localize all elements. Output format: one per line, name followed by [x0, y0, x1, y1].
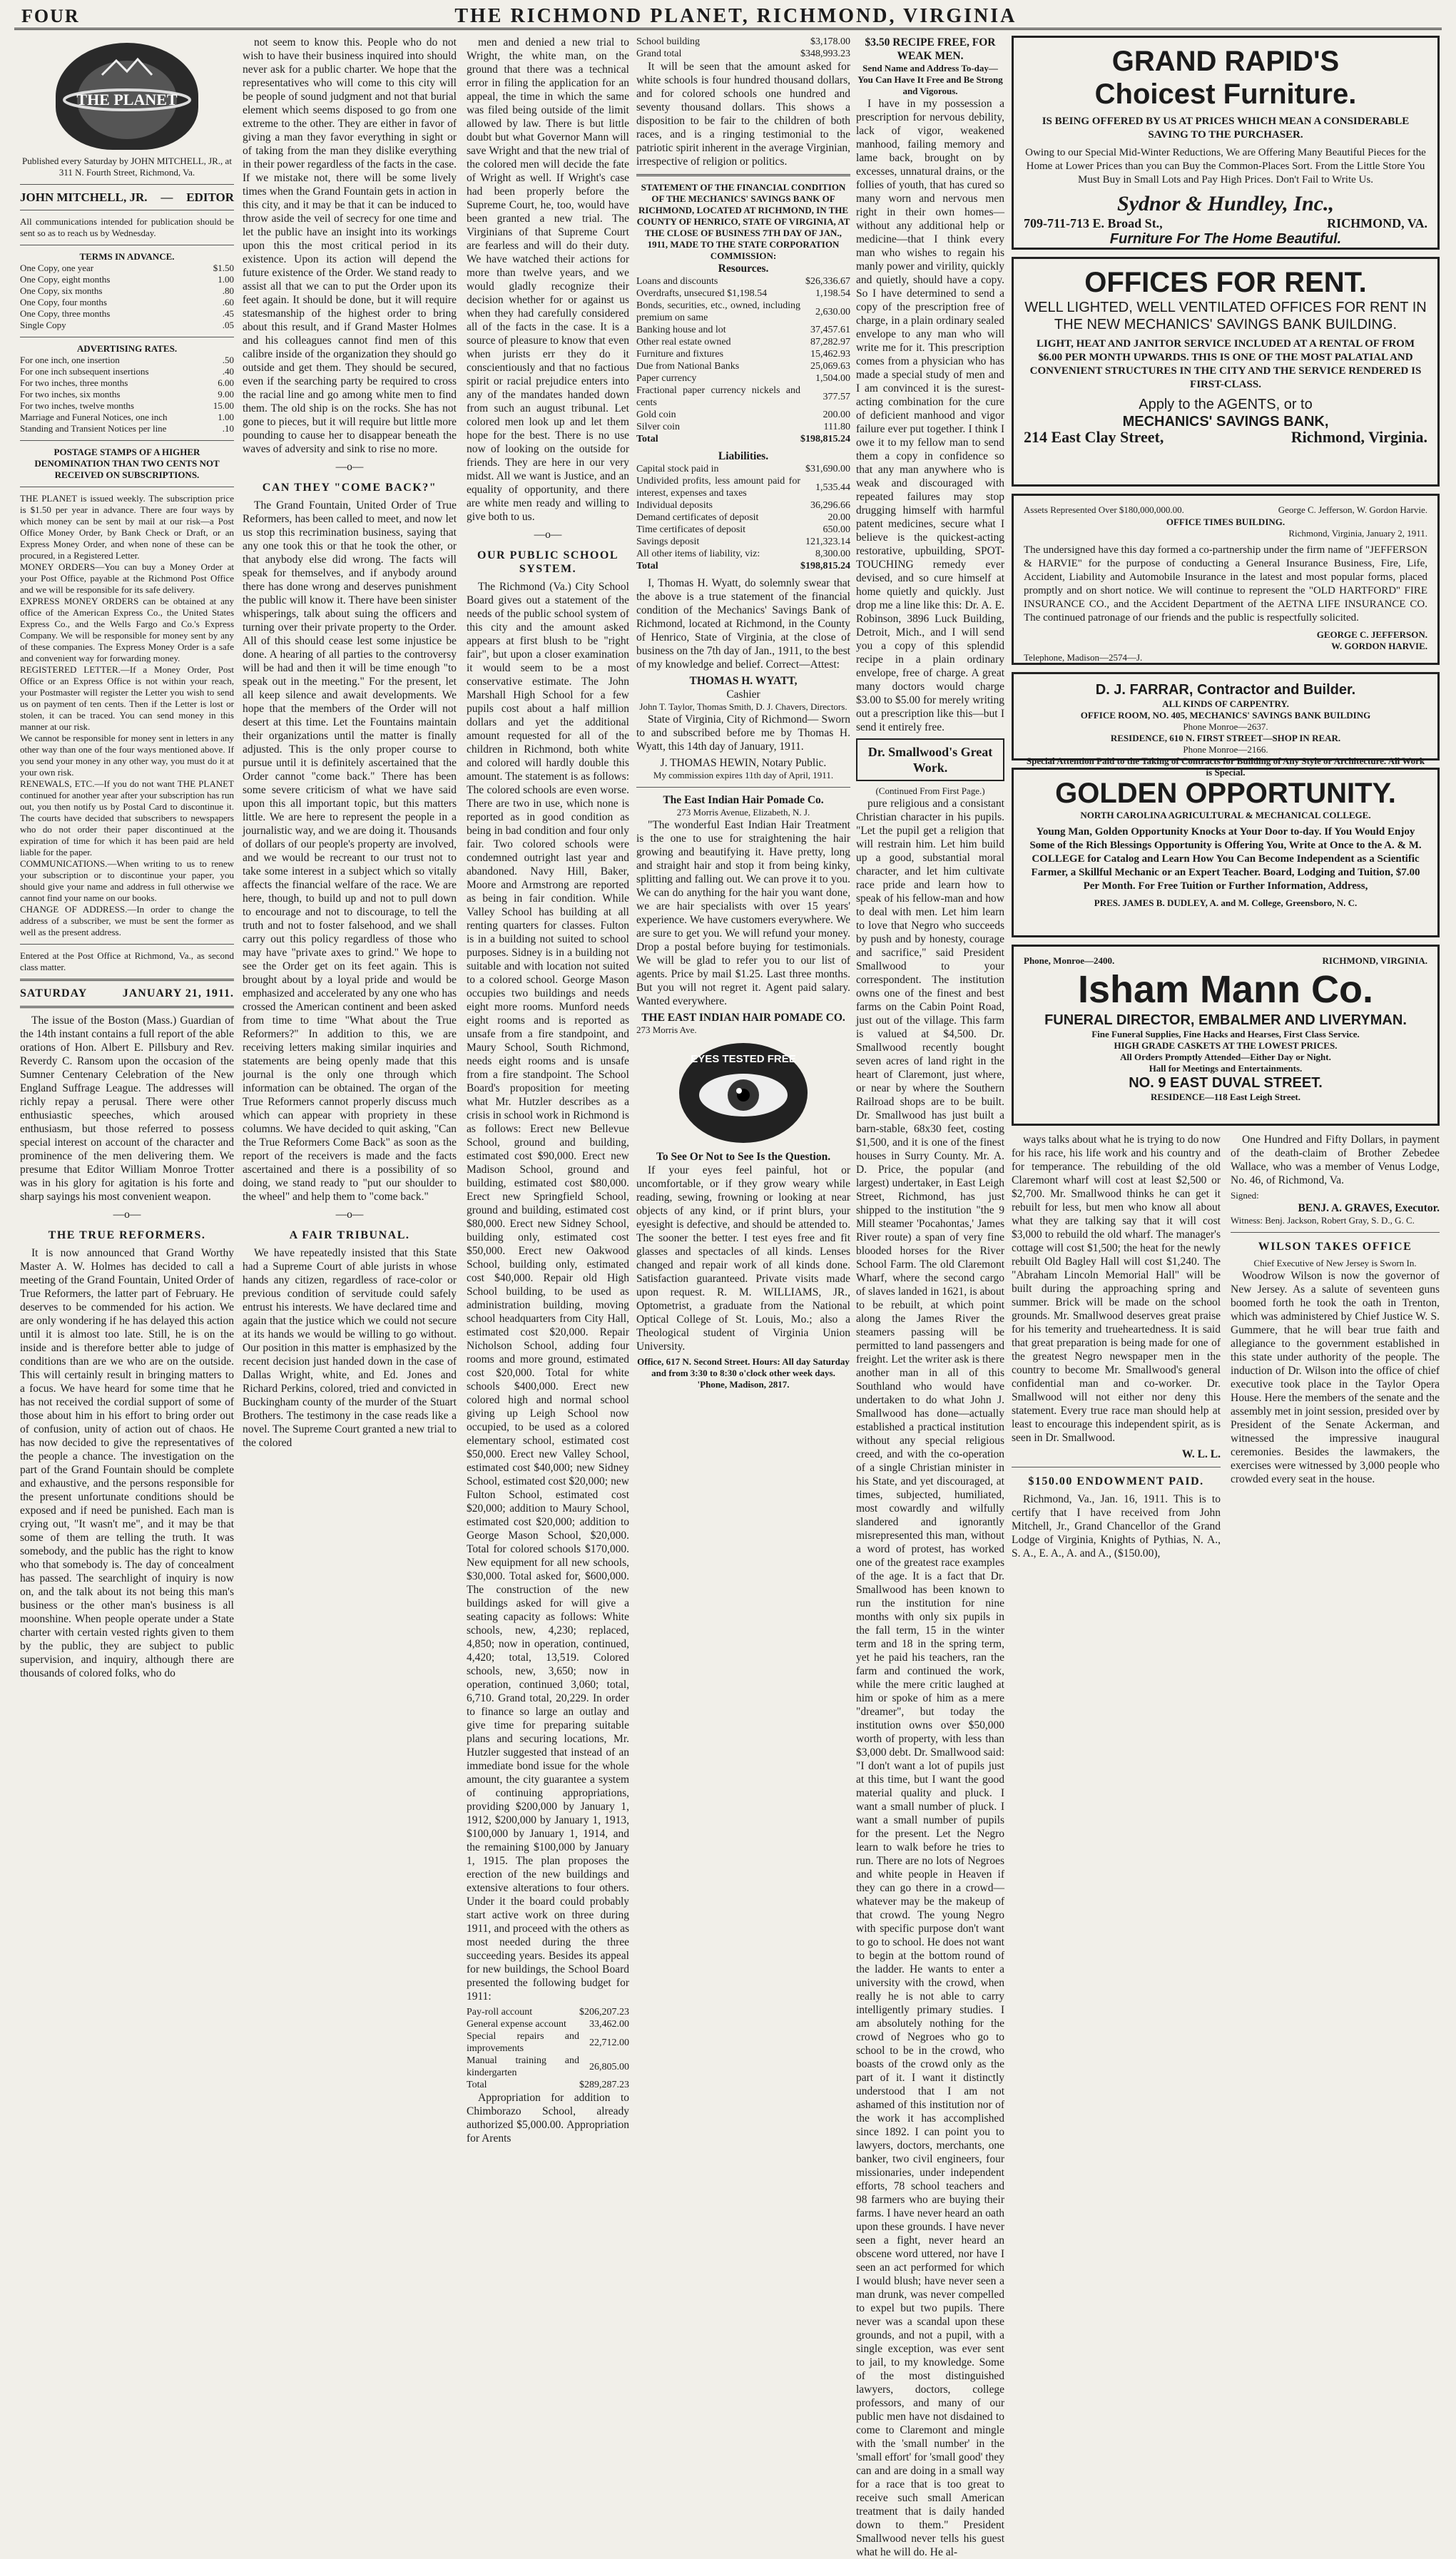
ad-text: Young Man, Golden Opportunity Knocks at Your Door to-day. If You Would Enjoy Some of the Rich Blessings Opportunity is Offering You, Write at Once to the A. & M. COLLEGE for Catalog and Learn How You Can Become Independent as a Scientific Farmer, a Skillful Mechanic or an Expert Teacher. Board, Lodging and Tuition, $7.00 Per Month. For Free Tuition or Further Information, Address, [1029, 826, 1422, 892]
ad-text: Owing to our Special Mid-Winter Reductions, We are Offering Many Beautiful Pieces for the Home at Lower Prices than you can Buy the Common-Places Sort. From the Little Store You Must Buy in Small Lots and Pay High Prices. Don't Fail to Write Us. [1025, 147, 1426, 185]
ad-address: 214 East Clay Street, Richmond, Virginia. [1024, 428, 1427, 446]
page-number: FOUR [21, 5, 80, 26]
directors: John T. Taylor, Thomas Smith, D. J. Chavers, Directors. [639, 701, 847, 712]
liabilities-table [636, 463, 850, 572]
smallwood-text: pure religious and a consistant Christian character in his pupils. "Let the pupil get a religion that will restrain him. Let him build up a good, substantial moral character, and let him cultivate race pride and learn how to speak of his fellow-man and how to deal with men. Let him learn to love that Negro who succeeds by push and by honesty, courage and sacrifice," said President Smallwood to your correspondent. The institution owns one of the finest and best farms on the Cabin Point Road, just out of the village. This farm is valued at $4,500. Dr. Smallwood recently bought seven acres of land right in the heart of Claremont, just where, or near by where the Southern Railroad shops are to be built. Dr. Smallwood has just built a barn-stable, 68x30 feet, costing $1,500, and it is one of the finest houses in Surry County. Mr. A. D. Price, the popular (and largest) undertaker, in East Leigh Street, Richmond, has just shipped to the institution "the 9 Mill steamer 'Pocahontas,' James River route) a span of very fine blooded horses for the River School Farm. The old Claremont Wharf, where the second cargo of slaves landed in 1621, is about to be rebuilt, at which point along the James River the steamers passing will be permitted to land passengers and freight. Let the writer ask is there another man in all of this Southland who would have undertaken to do what John J. Smallwood has done—actually established a practical institution without any special religious creed, and with the co-operation of a single Christian minister in his State, and yet discouraged, at times, subjected, humiliated, most cowardly and wilfully slandered and ignorantly misrepresented this man, without a word of protest, has worked one of the greatest race examples of the age. It is a fact that Dr. Smallwood has been known to run the institution for nine months with only six pupils in the fall term, 15 in the winter term and 18 in the spring term, yet he paid his teachers, ran the farm and continued the work, while the mere critic laughed at him or spoke of him as a mere "dreamer", but today the institution owns over $50,000 worth of property, with less than $3,000 debt. Dr. Smallwood said: "I don't want a lot of pupils just at this time, but I want the good material quality and pluck. I want a small number of pluck. I want a small number of pupils for the present. Let the Negro learn to walk before he tries to run. There are no lots of Negroes and white people in Heaven if they can go there in a crowd—whatever may be the makeup of that crowd. The young Negro with specific purpose don't want to go to school. He does not want to begin at the bottom round of the ladder. He wants to enter a university with the crowd, when really he is not able to carry intelligently primary studies. I am absolutely nothing for the crowd of Negroes who go to school to be in the crowd, who boasts of the crowd only as the part of it. I want it distinctly understood that I am not ashamed of this institution nor of the work it has accomplished since 1892. I can point you to lawyers, doctors, merchants, one banker, two civil engineers, four missionaries, under independent efforts, 78 school teachers and 98 farmers who are buying their farms. I have never heard an oath upon these grounds. I have never seen a fight, never heard an obscene word uttered, nor have I seen an act performed for which I would blush; have never seen a man drunk, was never compelled to expel but two pupils. There never was a scandal upon these grounds, and not a pupil, with a single exception, was ever sent to jail, to my knowledge. Some of the most distinguished lawyers, doctors, college professors, and many of our public men have not disdained to come to Claremont and mingle with the 'small number' in the 'small effort' for 'small good' they can and are doing in a small way for a race that is too great to receive such small American treatment that is daily handed down to them." President Smallwood never tells his guest what he will do. He al- [856, 798, 1004, 2558]
table-row: Marriage and Funeral Notices, one inch 1.00 [20, 412, 234, 422]
ad-signature: Sydnor & Hundley, Inc., [1117, 192, 1334, 215]
endowment-text-cont: One Hundred and Fifty Dollars, in payment of the death-claim of Brother Zebedee Wallace, who was a member of Venus Lodge, No. 46, of Richmond, Va. [1231, 1134, 1440, 1186]
recipe-text: I have in my possession a prescription for nervous debility, lack of vigor, weakened manhood, failing memory and lame back, brought on by excesses, unnatural drains, or the follies of youth, that has cured so many worn and nervous men right in their own homes—without any additional help or medicine—that I think every man who wishes to regain his manly power and virility, quickly and quietly, should have a copy. So I have determined to send a copy of the prescription free of charge, in a plain ordinary sealed envelope to any man who will write me for it. This prescription comes from a physician who has made a special study of men and I am convinced it is the surest-acting combination for the cure of deficient manhood and vigor failure ever put together. I think I owe it to my fellow man to send them a copy in confidence so that any man anywhere who is weak and discouraged with repeated failures may stop drugging himself with harmful patent medicines, secure what I believe is the quickest-acting restorative, upbuilding, SPOT-TOUCHING remedy ever devised, and so cure himself at home quietly and quickly. Just drop me a line like this: Dr. A. E. Robinson, 3896 Luck Building, Detroit, Mich., and I will send you a copy of this splendid recipe in a plain ordinary envelope, free of charge. A great many doctors would charge $3.00 to $5.00 for merely writing out a prescription like this—but I send it entirely free. [856, 98, 1004, 733]
wilson-text: Woodrow Wilson is now the governor of New Jersey. As a salute of seventeen guns boomed forth he took the oath in Trenton, which was administered by Chief Justice W. S. Gummere, that he will bear true faith and allegiance to the government established in this state under authority of the people. The induction of Dr. Wilson into the office of chief executive took place in the Taylor Opera House. Here the members of the senate and the assembly met in joint session, presided over by President of the Senate Ackerman, and witnessed the impressive inaugural ceremonies. Besides the lawmakers, the exercises were witnessed by 3,000 people who crowded every seat in the house. [1231, 1270, 1440, 1485]
dateline: SATURDAY JANUARY 21, 1911. [20, 987, 234, 999]
article-fair-tribunal: We have repeatedly insisted that this State had a Supreme Court of able jurists in whose hands any citizen, regardless of race-color or previous condition of servitude could safely entrust his interests. We have declared time and again that the justice which we could not secure at its hands we would be willing to go without. Our position in this matter is emphasized by the recent decision just handed down in the case of Dallas Wright, white, and Ed. Jones and Richard Perkins, colored, tried and convicted in Buckingham county of the murder of the Stuart Brothers. The testimony in the case reads like a novel. The Supreme Court granted a new trial to the colored [243, 1247, 457, 1449]
ad-apply: Apply to the AGENTS, or to [1139, 397, 1313, 412]
table-row: Total $198,815.24 [636, 434, 850, 444]
eye-advert-image [679, 1043, 808, 1143]
table-row: For two inches, twelve months 15.00 [20, 400, 234, 411]
ad-subtitle: IS BEING OFFERED BY US AT PRICES WHICH MEAN A CONSIDERABLE SAVING TO THE PURCHASER. [1042, 116, 1410, 141]
terms-table [20, 263, 234, 331]
table-row: Individual deposits 36,296.66 [636, 500, 850, 511]
ad-text: The undersigned have this day formed a co-partnership under the firm name of "JEFFERSON & HARVIE" for the purpose of conducting a General Insurance Business, Fire, Life, Accident, Liability and Automobile Insurance in the latest and most popular forms, placed promptly and on short notice. We will continue to represent the "OLD HARTFORD" FIRE INSURANCE CO., and the Accident Department of the AETNA LIFE INSURANCE CO. The continued patronage of our friends and the public is respectfully solicited. [1024, 544, 1427, 624]
ad-tagline: Furniture For The Home Beautiful. [1109, 231, 1342, 247]
wilson-subheading: Chief Executive of New Jersey is Sworn In. [1253, 1258, 1417, 1268]
svg-text:EYES TESTED FREE: EYES TESTED FREE [691, 1053, 796, 1065]
table-row: For one inch, one insertion .50 [20, 355, 234, 365]
advertising-heading: ADVERTISING RATES. [76, 343, 178, 354]
table-row: Undivided profits, less amount paid for interest, expenses and taxes 1,535.44 [636, 476, 850, 499]
ad-office: OFFICE TIMES BUILDING. [1166, 517, 1286, 527]
notice-money-orders: MONEY ORDERS—You can buy a Money Order at your Post Office, payable at the Richmond Post Office and we will be responsible for its safe delivery. [20, 561, 234, 595]
ad-title: Choicest Furniture. [1094, 78, 1357, 110]
pomade-heading: The East Indian Hair Pomade Co. [663, 794, 824, 806]
table-row: Due from National Banks 25,069.63 [636, 361, 850, 372]
lower-right: One Hundred and Fifty Dollars, in payment of the death-claim of Brother Zebedee Wallace, who was a member of Venus Lodge, No. 46, of Richmond, Va. Signed: BENJ. A. GRAVES, Executor. Witness: Benj. Jackson, Robert Gray, S. D., G. C. WILSON TAKES OFFICE Chief Executive of New Jersey is Sworn In. Woodrow Wilson is now the governor of New Jersey. As a salute of seventeen guns boomed forth he took the oath in Trenton, which was administered by Chief Justice W. S. Gummere, that he will bear true faith and allegiance to the government established in this state under authority of the people. The induction of Dr. Wilson into the office of chief executive took place in the Taylor Opera House. Here the members of the senate and the assembly met in joint session, presided over by President of the Senate Ackerman, and witnessed the impressive inaugural ceremonies. Besides the lawmakers, the exercises were witnessed by 3,000 people who crowded every seat in the house. [1231, 1134, 1440, 1485]
pomade-address: 273 Morris Avenue, Elizabeth, N. J. [676, 807, 810, 818]
heading-public-school: OUR PUBLIC SCHOOL SYSTEM. [477, 549, 618, 575]
article-true-reformers: It is now announced that Grand Worthy Master A. W. Holmes has decided to call a meeting of the Grand Fountain, United Order of True Reformers, the latter part of February. He deserves to be commended for his action. We are only wondering if he has delayed this action until it is almost too late. Still, he is on the inside and is therefore better able to judge of conditions than are we who are on the outside. This will certainly result in bringing matters to a focus. We have heard for some time that he has not received the cordial support of some of those about him in his effort to bring order out of confusion, unity of action out of chaos. He has now decided to give the representatives of the people a chance. The investigation on the part of the Grand Fountain should be complete and exhaustive, and the persons responsible for the present unfortunate conditions should be exposed and if need be punished. Each man is crying out, "It wasn't me", and it may be that some of them are telling the truth. It was somebody, and the public has the right to know who that somebody is. The day of concealment has passed. The searchlight of inquiry is now on, and the talk about its not being this man's business or the other man's business is all moonshine. When people operate under a State charter with certain vested rights given to them by the public, they are subject to public supervision, and inquiry, although there are thousands of colored folks, who do [20, 1247, 234, 1679]
ad-signature: W. GORDON HARVIE. [1331, 641, 1427, 651]
column-3: men and denied a new trial to Wright, the white man, on the ground that there was a technical error in filing the application for an appeal, the time in which the same was filed being outside of the limit allowed by law. There is but little doubt but what Governor Mann will save Wright and that the new trial of the colored men will decide the fate of Wright as well. If Wright's case had been properly before the Supreme Court, he, too, would have been granted a new trial. The Virginians of that Supreme Court are fearless and will do their duty. We have watched their actions for more than twelve years, and we would gladly recognize their decision whether for or against us when they had carefully considered all of the facts in the case. It is a source of pleasure to know that even when jurists err they do it conscientiously and that no factious spirit or racial prejudice enters into any of the mandates handed down from such an august tribunal. Let colored men look up and let them hope for the best. There is no use now of looking on the outside for friends. They are here in our very midst. All we want is Justice, and an equality of opportunity, and there are white men ready and willing to give both to us. —o— OUR PUBLIC SCHOOL SYSTEM. The Richmond (Va.) City School Board gives out a statement of the needs of the public school system of this city and the amount asked appears at first blush to be "right fair", but upon a closer examination it would seem to be a most conservative estimate. The John Marshall High School for a few pupils cost about a half million dollars and yet the additional amount requested for all of the children in Richmond, both white and colored will hardly double this amount. The statement is as follows: The colored schools are even worse. There are two in use, which none is reported as in good condition as being in bad condition and four only fair. Two colored schools were condemned outright last year and abandoned. Navy Hill, Baker, Moore and Armstrong are reported as being in fair condition. While Valley School has building at all renting quarters for classes. Fulton is in a building not suited to school purposes. Sidney is in a building not suitable and with location not suited to a colored school. George Mason occupies two buildings and needs eight more rooms. Munford needs eight rooms and is reported as unsafe from a fire standpoint, and Maury School, South Richmond, needs eight rooms and is unsafe from a fire standpoint. The School Board's proposition for meeting what Mr. Hutzler describes as a crisis in school work in Richmond is as follows: Erect new Bellevue School, ground and building, estimated cost $90,000. Erect new Madison School, ground and building, estimated cost $80,000. Erect new Springfield School, ground and building, estimated cost $80,000. Erect new Sidney School, building only, estimated cost $50,000. Erect new Oakwood School, building only, estimated cost $40,000. Repair old High School building, to be used as administration building, moving school headquarters from City Hall, estimated cost $20,000. Repair Nicholson School, adding four rooms and more ground, estimated cost $20,000. Total for white schools $400,000. Erect new colored high and normal school giving up Leigh School now occupied, to be used as a colored elementary school, estimated cost $50,000. Erect new Valley School, estimated cost $40,000; new Sidney School, estimated cost $20,000; new Fulton School, estimated cost $20,000; addition to Maury School, estimated cost $20,000; addition to George Mason School, $20,000. Total for colored schools $170,000. New equipment for all new schools, $30,000. Total asked for, $600,000. The construction of the new buildings asked for will give a seating capacity as follows: White schools, new, 4,230; replaced, 4,850; now in operation, continued, 4,420; total, 13,519. Colored schools, new, 3,650; now in operation, continued 3,060; total, 6,710. Grand total, 20,229. In order to finance so large an outlay and give time for preparing suitable plans and securing locations, Mr. Hutzler suggested that instead of an immediate bond issue for the whole amount, the city guarantee a system of continuing appropriations, providing $200,000 by January 1, 1912, $200,000 by January 1, 1913, $100,000 by January 1, 1914, and the remaining $100,000 by January 1, 1915. The plan proposes the erection of the new buildings and extensive alterations to four others. Under it the board could probably start active work on three during 1911, and proceed with the others as most needed during the three succeeding years. Besides its appeal for new buildings, the School Board presented the following budget for 1911: Pay-roll account $206,207.23 General expense account 33,462.00 Special repairs and improvements 22,712.00 Manual training and kindergarten 26,805.00 Total $289,287.23 Appropriation for addition to Chimborazo School, already authorized $5,000.00. Appropriation for Arents [467, 36, 629, 2145]
smallwood-subheading: (Continued From First Page.) [875, 785, 985, 796]
pomade-signature-address: 273 Morris Ave. [636, 1024, 697, 1035]
commission-expiry: My commission expires 11th day of April, 1911. [653, 770, 834, 780]
notice-registered: REGISTERED LETTER.—If a Money Order, Post Office or an Express Office is not within your reach, your Postmaster will register the Letter you wish to send us on payment of ten cents. Then if the Letter is lost or stolen, it can be traced. You can send money in this manner at our risk. [20, 664, 234, 732]
table-row: One Copy, eight months 1.00 [20, 274, 234, 285]
notice-express: EXPRESS MONEY ORDERS can be obtained at any office of the American Express Co., the United States Express Co., and the Wells Fargo and Co.'s Express Company. We will be responsible for money sent by any of these companies. The Express Money Order is a safe and convenient way for forwarding money. [20, 596, 234, 663]
signed-name: BENJ. A. GRAVES, Executor. [1298, 1202, 1440, 1214]
eye-office: Office, 617 N. Second Street. Hours: All day Saturday and from 3:30 to 8:30 o'clock other week days. 'Phone, Madison, 2817. [637, 1356, 850, 1390]
table-row: One Copy, six months .80 [20, 285, 234, 296]
table-row: For one inch subsequent insertions .40 [20, 366, 234, 377]
table-row: Total $289,287.23 [467, 2080, 629, 2090]
liabilities-heading: Liabilities. [718, 450, 769, 462]
recipe-heading: $3.50 RECIPE FREE, FOR WEAK MEN. [865, 36, 996, 62]
table-row: Other real estate owned 87,282.97 [636, 337, 850, 347]
ad-header-row: Assets Represented Over $180,000,000.00. George C. Jefferson, W. Gordon Harvie. [1024, 504, 1427, 515]
smallwood-conclusion: ways talks about what he is trying to do now for his race, his life work and his country and for temperance. The rebuilding of the old Claremont wharf will cost at least $2,500 or $2,700. Mr. Smallwood thinks he can get it rebuilt for less, but men who know all about what they are talking say that it will cost $3,000 to rebuild the old wharf. The manager's cottage will cost $1,500; the heat for the newly rebuilt Old Bagley Hall will cost $1,240. The "Abraham Lincoln Memorial Hall" will be built during the approaching spring and summer. Brick will be made on the school grounds. Mr. Smallwood deserves great praise for his temerity and trueheartedness. It is said that great preparation is being made for one of the greatest Negro newspaper men in the country to become Mr. Smallwood's general confidential man and co-worker. Dr. Smallwood will not either nor deny this statement. Every true race man should help at least to encourage this independent spirit, as is seen in Dr. Smallwood. [1012, 1134, 1221, 1444]
table-row: Grand total $348,993.23 [636, 49, 850, 59]
recipe-subheading: Send Name and Address To-day—You Can Have It Free and Be Strong and Vigorous. [857, 63, 1003, 96]
eye-body: If your eyes feel painful, hot or uncomfortable, or if they grow weary while reading, sewing, frowning or looking at near objects of any kind, or if print blurs, your eyesight is defective, and should be attended to. The sooner the better. I test eyes free and fit glasses and spectacles of all kinds. Lenses changed and repair work of all kinds done. Satisfaction guaranteed. Private visits made upon request. R. M. WILLIAMS, JR., Optometrist, a graduate from the National Optical College of St. Louis, Mo.; also a Theological student of Virginia Union University. [636, 1164, 850, 1353]
planet-logo-icon [59, 46, 195, 146]
ad-phone: Telephone, Madison—2574—J. [1024, 652, 1143, 663]
table-row: Demand certificates of deposit 20.00 [636, 512, 850, 523]
article-true-reformers-cont: not seem to know this. People who do not wish to have their business inquired into should never ask for a public charter. We hope that the representatives who will come to this city will be people of sound judgment and not that burial element which seems disposed to go from one extreme to the other. They are either in favor of giving a man they favor everything in sight or of taking from the man they dislike everything in their power regardless of the facts in the case. If we mistake not, there will be some lively times when the Grand Fountain gets in action in this city, and it may be that it can be induced to throw aside the veil of secrecy for one time and let the public have an insight into its workings upon this the most critical period in its existence. Upon its action will depend the future existence of the Order. We stand ready to assist all that we can to put the Order upon its feet again. It should be done, but it will require statesmanship of the highest order to bring about this result, and if Grand Master Holmes and his colleagues cannot find men of this calibre inside of the organization they should go outside and get them. They should be secured, even if the searching party be required to cross the racial line and go among white men to find them. The old ship is on the rocks. She has not gone to pieces, but it will require but little more pounding to cause her to disappear beneath the waves of adversity and sink to rise no more. [243, 36, 457, 455]
notice-communications: COMMUNICATIONS.—When writing to us to renew your subscription or to discontinue your paper, you should give your name and address in full otherwise we cannot find your name on our books. [20, 858, 234, 903]
notice-renewals: RENEWALS, ETC.—If you do not want THE PLANET continued for another year after your subscription has run out, you then notify us by Postal Card to discontinue it. The courts have decided that subscribers to newspapers who do not order their paper discontinued at the expiration of time for which it has been paid are held liable for the paper. [20, 778, 234, 858]
ad-subtitle: NORTH CAROLINA AGRICULTURAL & MECHANICAL COLLEGE. [1080, 810, 1371, 820]
table-row: Pay-roll account $206,207.23 [467, 2007, 629, 2018]
ad-title: GRAND RAPID'S [1111, 46, 1340, 77]
table-row: General expense account 33,462.00 [467, 2019, 629, 2030]
ad-subtitle: FUNERAL DIRECTOR, EMBALMER AND LIVERYMAN. [1044, 1012, 1407, 1028]
table-row: For two inches, three months 6.00 [20, 377, 234, 388]
ad-title: D. J. FARRAR, Contractor and Builder. [1095, 682, 1356, 698]
table-row: Single Copy .05 [20, 320, 234, 330]
bank-statement-heading: STATEMENT OF THE FINANCIAL CONDITION OF THE MECHANICS' SAVINGS BANK OF RICHMOND, LOCATED AT RICHMOND, IN THE COUNTY OF HENRICO, STATE OF VIRGINIA, AT THE CLOSE OF BUSINESS 7TH DAY OF JAN., 1911, MADE TO THE STATE CORPORATION COMMISSION: [636, 182, 850, 261]
column-2: not seem to know this. People who do not wish to have their business inquired into should never ask for a public charter. We hope that the representatives who will come to this city will be people of sound judgment and not that burial element which seems disposed to go from one extreme to the other. They are either in favor of giving a man they favor everything in sight or of taking from the man they dislike everything in their power regardless of the facts in the case. If we mistake not, there will be some lively times when the Grand Fountain gets in action in this city, and it may be that it can be induced to throw aside the veil of secrecy for one time and let the public have an insight into its workings upon this the most critical period in its existence. Upon its action will depend the future existence of the Order. We stand ready to assist all that we can to put the Order upon its feet again. It should be done, but it will require statesmanship of the highest order to bring about this result, and if Grand Master Holmes and his colleagues cannot find men of this calibre inside of the organization they should go outside and get them. They should be secured, even if the searching party be required to cross the racial line and go among white men to find them. The old ship is on the rocks. She has not gone to pieces, but it will require but little more pounding to cause her to disappear beneath the waves of adversity and sink to rise no more. —o— CAN THEY "COME BACK?" The Grand Fountain, United Order of True Reformers, has been called to meet, and now let us stop this recrimination business, saying that any one took this or that he took the other, or that anybody else did wrong. The facts will speak for themselves, and if anybody around there has done wrong and deserves punishment the public will know it. There have been sinister whisperings, talk about suing the officers and turning over their private property to the Order. All of this should cease lest some injustice be done. A hearing of all parties to the controversy will be had and then it will be time enough "to speak out in the meeting." For the present, let all keep silence and await developments. We hope that the members of the Order will not desert at this time. Let the Fountains maintain their organizations until the matter is finally adjusted. This is the only proper course to pursue until it is definitely ascertained that the Order cannot "come back." There has been some severe criticism of what we have said upon this all important topic, but this matters little. We are here to represent the people in a journalistic way, and we are doing it. Thousands of dollars of our people's property are involved, and we would be recreant to our trust not to take some interest in a subject which so vitally affects the financial welfare of the race. We are here, though, to build up and not to pull down to encourage and not to discourage, to tell the truth and not to foster falsehood, and we shall carry out this policy regardless of those who may have "private axes to grind." We hope to see the Order get on its feet again. This is brought about by a loyal pride and would be emphasized and accelerated by any one who has crossed the American continent and been asked from time to time "What about the True Reformers?" In addition to this, we are receiving letters making similar inquiries and statements are being openly made that this journal is the only one through which information can be obtained. The organ of the True Reformers cannot properly discuss much which can appear with propriety in these columns. We have decided to quit asking, "Can the True Reformers Come Back" as soon as the report of the receivers is made and the facts ascertained and there is a possibility of so doing, we stand ready to "put our shoulder to the wheel" and help them to "come back." —o— A FAIR TRIBUNAL. We have repeatedly insisted that this State had a Supreme Court of able jurists in whose hands any citizen, regardless of race-color or previous condition of servitude could safely entrust his interests. We have declared time and again that the justice which we could not secure at its hands we would be willing to go without. Our position in this matter is emphasized by the recent decision just handed down in the case of Dallas Wright, white, and Ed. Jones and Richard Perkins, colored, tried and convicted in Buckingham county of the murder of the Stuart Brothers. The testimony in the case reads like a novel. The Supreme Court granted a new trial to the colored [243, 36, 457, 1449]
masthead [14, 4, 1442, 30]
cashier-name: THOMAS H. WYATT, [689, 675, 798, 687]
table-row: Manual training and kindergarten 26,805.00 [467, 2055, 629, 2078]
article-public-school: The Richmond (Va.) City School Board gives out a statement of the needs of the public school system of this city and the amount asked appears at first blush to be "right fair", but upon a closer examination it would seem to be a most conservative estimate. The John Marshall High School for a few pupils cost about a half million dollars and yet the additional amount requested for all of the children in Richmond, both white and colored will hardly double this amount. The statement is as follows: The colored schools are even worse. There are two in use, which none is reported as in good condition as being in bad condition and four only fair. Two colored schools were condemned outright last year and abandoned. Navy Hill, Baker, Moore and Armstrong are reported as being in fair condition. While Valley School has building at all renting quarters for classes. Fulton is in a building not suited to school purposes. Sidney is in a building not suitable and with location not suited to a colored school. George Mason occupies two buildings and needs eight more rooms. Munford needs eight rooms and is reported as unsafe from a fire standpoint, and Maury School, South Richmond, needs eight rooms and is unsafe from a fire standpoint. The School Board's proposition for meeting what Mr. Hutzler describes as a crisis in school work in Richmond is as follows: Erect new Bellevue School, ground and building, estimated cost $90,000. Erect new Madison School, ground and building, estimated cost $80,000. Erect new Springfield School, ground and building, estimated cost $80,000. Erect new Sidney School, building only, estimated cost $50,000. Erect new Oakwood School, building only, estimated cost $40,000. Repair old High School building, to be used as administration building, moving school headquarters from City Hall, estimated cost $20,000. Repair Nicholson School, adding four rooms and more ground, estimated cost $20,000. Total for white schools $400,000. Erect new colored high and normal school giving up Leigh School now occupied, to be used as a colored elementary school, estimated cost $50,000. Erect new Valley School, estimated cost $40,000; new Sidney School, estimated cost $20,000; new Fulton School, estimated cost $20,000; addition to Maury School, estimated cost $20,000; addition to George Mason School, $20,000. Total for colored schools $170,000. New equipment for all new schools, $30,000. Total asked for, $600,000. The construction of the new buildings asked for will give a seating capacity as follows: White schools, new, 4,230; replaced, 4,850; now in operation, continued, 4,420; total, 13,519. Colored schools, new, 3,650; now in operation, continued 3,060; total, 6,710. Grand total, 20,229. In order to finance so large an outlay and give time for preparing suitable plans and securing locations, Mr. Hutzler suggested that instead of an immediate bond issue for the whole amount, the city guarantee a system of continuing appropriations, providing $200,000 by January 1, 1912, $200,000 by January 1, 1913, $100,000 by January 1, 1914, and the remaining $100,000 by January 1, 1915. The plan proposes the erection of the new buildings and extensive alterations to four others. Under it the board could probably start active work on three during 1911, and proceed with the others as most needed during the three succeeding years. Besides its appeal for new buildings, the School Board presented the following budget for 1911: [467, 581, 629, 2003]
table-row: Bonds, securities, etc., owned, including premium on same 2,630.00 [636, 300, 850, 323]
advertising-table [20, 355, 234, 434]
ad-signature: GEORGE C. JEFFERSON. [1316, 629, 1427, 640]
heading-fair-tribunal: A FAIR TRIBUNAL. [289, 1229, 410, 1241]
notary: J. THOMAS HEWIN, Notary Public. [660, 757, 827, 769]
lower-left [1012, 1133, 1221, 1563]
table-row: One Copy, one year $1.50 [20, 263, 234, 273]
smallwood-heading: Dr. Smallwood's Great Work. [856, 738, 1004, 781]
resources-heading: Resources. [718, 263, 769, 275]
terms-heading: TERMS IN ADVANCE. [79, 251, 175, 262]
table-row: One Copy, three months .45 [20, 308, 234, 319]
column-5 [856, 36, 1004, 2558]
newspaper-title: THE RICHMOND PLANET, RICHMOND, VIRGINIA [454, 4, 1017, 27]
pomade-signature: THE EAST INDIAN HAIR POMADE CO. [641, 1012, 845, 1024]
ad-title: GOLDEN OPPORTUNITY. [1055, 778, 1396, 809]
table-row: Special repairs and improvements 22,712.00 [467, 2031, 629, 2054]
ad-jefferson-harvie [1012, 494, 1440, 665]
witness: Witness: Benj. Jackson, Robert Gray, S. D., G. C. [1231, 1215, 1415, 1226]
ad-grand-rapids [1012, 36, 1440, 250]
ad-title: Isham Mann Co. [1077, 968, 1374, 1011]
planet-logo [56, 43, 198, 150]
ad-isham-mann: Phone, Monroe—2400. RICHMOND, VIRGINIA. Isham Mann Co. FUNERAL DIRECTOR, EMBALMER AND LIVERYMAN. Fine Funeral Supplies, Fine Hacks and Hearses, First Class Service. HIGH GRADE CASKETS AT THE LOWEST PRICES. All Orders Promptly Attended—Either Day or Night. Hall for Meetings and Entertainments. NO. 9 EAST DUVAL STREET. RESIDENCE—118 East Leigh Street. [1012, 945, 1440, 1126]
lower-articles [1012, 1133, 1440, 1563]
ad-golden-opportunity [1012, 768, 1440, 937]
table-row: Total $198,815.24 [636, 561, 850, 571]
cashier-title: Cashier [726, 688, 760, 701]
ad-title: OFFICES FOR RENT. [1084, 267, 1367, 298]
table-row: Fractional paper currency nickels and cents 377.57 [636, 385, 850, 408]
notice-change-address: CHANGE OF ADDRESS.—In order to change the address of a subscriber, we must be sent the former as well as the present address. [20, 904, 234, 937]
publisher-line: Published every Saturday by JOHN MITCHELL, JR., at 311 N. Fourth Street, Richmond, Va. [22, 156, 232, 178]
column-1: THE PLANET Published every Saturday by JOHN MITCHELL, JR., at 311 N. Fourth Street, Richmond, Va. JOHN MITCHELL, JR. — EDITOR All communications intended for publication should be sent so as to reach us by Wednesday. TERMS IN ADVANCE. One Copy, one year $1.50 One Copy, eight months 1.00 One Copy, six months .80 One Copy, four months .60 One Copy, three months .45 Single Copy .05 ADVERTISING RATES. For one inch, one insertion .50 For one inch subsequent insertions .40 For two inches, three months 6.00 For two inches, six months 9.00 For two inches, twelve months 15.00 Marriage and Funeral Notices, one inch 1.00 Standing and Transient Notices per line .10 POSTAGE STAMPS OF A HIGHER DENOMINATION THAN TWO CENTS NOT RECEIVED ON SUBSCRIPTIONS. THE PLANET is issued weekly. The subscription price is $1.50 per year in advance. There are four ways by which money can be sent by mail at our risk—a Post Office Money Order, by Bank Check or Draft, or an Express Money Order, and when none of these can be procured, in a Registered Letter. MONEY ORDERS—You can buy a Money Order at your Post Office, payable at the Richmond Post Office and we will be responsible for its safe delivery. EXPRESS MONEY ORDERS can be obtained at any office of the American Express Co., the United States Express Co., and the Wells Fargo and Co.'s Express Company. We will be responsible for money sent by any of these companies. The Express Money Order is a safe and convenient way for forwarding money. REGISTERED LETTER.—If a Money Order, Post Office or an Express Office is not within your reach, your Postmaster will register the Letter you wish to send us on payment of ten cents. Then if the Letter is lost or stolen, it can be traced. You can send money in this manner at our risk. We cannot be responsible for money sent in letters in any other way than one of the four ways mentioned above. If you send your money in any other way, you must do it at your own risk. RENEWALS, ETC.—If you do not want THE PLANET continued for another year after your subscription has run out, you then notify us by Postal Card to discontinue it. The courts have decided that subscribers to newspapers who do not order their paper discontinued at the expiration of time for which it has been paid are held liable for the paper. COMMUNICATIONS.—When writing to us to renew your subscription or to discontinue your paper, you should give your name and address in full otherwise we cannot find your name on our books. CHANGE OF ADDRESS.—In order to change the address of a subscriber, we must be sent the former as well as the present address. Entered at the Post Office at Richmond, Va., as second class matter. SATURDAY JANUARY 21, 1911. The issue of the Boston (Mass.) Guardian of the 14th instant contains a full report of the able orations of Hon. Albert E. Pillsbury and Rev. Reverdy C. Ransom upon the occasion of the Sumner Centenary Celebration of the New England Suffrage League. The addresses will richly repay a perusal. There were other enthusiastic speeches, which aroused enthusiasm, but those referred to possess special interest on account of the character and prominence of the men delivering them. We presume that Editor William Monroe Trotter was in his glory for agitation is his forte and sharp sayings his most convenient weapon. —o— THE TRUE REFORMERS. It is now announced that Grand Worthy Master A. W. Holmes has decided to call a meeting of the Grand Fountain, United Order of True Reformers, the latter part of February. He deserves to be commended for his action. We are only wondering if he has delayed this action until it is almost too late. Still, he is on the inside and is therefore better able to judge of conditions than are we who are on the outside. This will certainly result in bringing matters to a focus. We have heard for some time that he has not received the cordial support of some of those about him in his effort to bring order out of confusion, unity of action out of chaos. He has now decided to give the representatives of the people a chance. The investigation on the part of the Grand Fountain should be complete and exhaustive, and the persons responsible for the present unfortunate conditions should be exposed and if need be punished. Each man is crying out, "It wasn't me", and it may be that some of them are telling the truth. It was somebody, and the public has the right to know who that somebody is. The day of concealment has passed. The searchlight of inquiry is now on, and the talk about its not being this man's business or the other man's business is all moonshine. When people operate under a State charter with certain vested rights given to them by the public, they are subject to public supervision, and inquiry, although there are thousands of colored folks, who do [20, 36, 234, 1883]
endowment-text: Richmond, Va., Jan. 16, 1911. This is to certify that I have received from John Mitchell, Jr., Grand Chancellor of the Grand Lodge of Virginia, Knights of Pythias, N. A., S. A., E. A., A. and A., ($150.00), [1012, 1493, 1221, 1560]
editor-line: JOHN MITCHELL, JR. — EDITOR [20, 190, 234, 204]
table-row: Furniture and fixtures 15,462.93 [636, 349, 850, 360]
table-row: Time certificates of deposit 650.00 [636, 524, 850, 535]
ad-offices-for-rent [1012, 257, 1440, 487]
school-total-table [636, 36, 850, 60]
heading-endowment: $150.00 ENDOWMENT PAID. [1028, 1475, 1204, 1487]
ad-signature: PRES. JAMES B. DUDLEY, A. and M. College, Greensboro, N. C. [1094, 897, 1358, 908]
ad-header-row: Phone, Monroe—2400. RICHMOND, VIRGINIA. [1024, 955, 1427, 966]
table-row: Silver coin 111.80 [636, 422, 850, 432]
ad-farrar: D. J. FARRAR, Contractor and Builder. ALL KINDS OF CARPENTRY. OFFICE ROOM, NO. 405, MECHANICS' SAVINGS BANK BUILDING Phone Monroe—2637. RESIDENCE, 610 N. FIRST STREET—SHOP IN REAR. Phone Monroe—2166. Special Attention Paid to the Taking of Contracts for Building of Any Style or Architecture. All Work is Special. [1012, 672, 1440, 760]
sworn-statement: State of Virginia, City of Richmond— Sworn to and subscribed before me by Thomas H. Wyatt, this 14th day of January, 1911. [636, 713, 850, 753]
table-row: Standing and Transient Notices per line .10 [20, 423, 234, 434]
eye-icon [683, 1047, 804, 1139]
resources-table [636, 275, 850, 445]
entered-note: Entered at the Post Office at Richmond, Va., as second class matter. [20, 950, 234, 972]
table-row: Banking house and lot 37,457.61 [636, 325, 850, 335]
ad-text: LIGHT, HEAT AND JANITOR SERVICE INCLUDED AT A RENTAL OF FROM $6.00 PER MONTH UPWARDS. THIS IS ONE OF THE MOST PALATIAL AND CONVENIENT STRUCTURES IN THE CITY AND THE SERVICE RENDERED IS FIRST-CLASS. [1029, 338, 1422, 390]
postage-note: POSTAGE STAMPS OF A HIGHER DENOMINATION THAN TWO CENTS NOT RECEIVED ON SUBSCRIPTIONS. [34, 447, 220, 480]
notice-subscription: THE PLANET is issued weekly. The subscription price is $1.50 per year in advance. There are four ways by which money can be sent by mail at our risk—a Post Office Money Order, by Bank Check or Draft, or an Express Money Order, and when none of these can be procured, in a Registered Letter. [20, 493, 234, 561]
editor-name: JOHN MITCHELL, JR. [20, 190, 148, 204]
heading-true-reformers: THE TRUE REFORMERS. [48, 1229, 206, 1241]
table-row: School building $3,178.00 [636, 36, 850, 47]
article-fair-tribunal-cont: men and denied a new trial to Wright, the white man, on the ground that there was a technical error in filing the application for an appeal, the time in which the same was filed being outside of the limit allowed by law. There is but little doubt but what Governor Mann will save Wright and that the new trial of the colored men will decide the fate of Wright as well. If Wright's case had been properly before the Supreme Court, he, too, would have been granted a new trial. The Virginians of that Supreme Court are fearless and will do their duty. We have watched their actions for more than twelve years, and we would gladly recognize their decision whether for or against us when they had carefully considered all of the facts in the case. It is a source of pleasure to know that even when jurists err they do it conscientiously and that no factious spirit or racial prejudice enters into any of the mandates handed down from such an august tribunal. Let colored men look up and let them hope for the best. There is no use now of looking on the outside for friends. They are here in our very midst. All we want is Justice, and an equality of opportunity, and there are white men ready and willing to give both to us. [467, 36, 629, 523]
heading-wilson: WILSON TAKES OFFICE [1258, 1241, 1412, 1253]
ad-date: Richmond, Virginia, January 2, 1911. [1288, 528, 1427, 539]
heading-come-back: CAN THEY "COME BACK?" [262, 482, 437, 494]
notice-responsibility: We cannot be responsible for money sent in letters in any other way than one of the four ways mentioned above. If you send your money in any other way, you must do it at your own risk. [20, 733, 234, 778]
svg-text:THE PLANET: THE PLANET [76, 91, 178, 108]
table-row: Loans and discounts $26,336.67 [636, 276, 850, 287]
article-public-school-end: Appropriation for addition to Chimborazo School, already authorized $5,000.00. Appropriation for Arents [467, 2092, 629, 2145]
cashier-oath: I, Thomas H. Wyatt, do solemnly swear that the above is a true statement of the financial condition of the Mechanics' Savings Bank of Richmond, located at Richmond, in the County of Henrico, State of Virginia, at the close of business on the 7th day of Jan., 1911, to the best of my knowledge and belief. Correct—Attest: [636, 577, 850, 671]
editor-title: EDITOR [186, 190, 234, 204]
table-row: All other items of liability, viz: 8,300.00 [636, 549, 850, 559]
column-6-ads [1012, 36, 1440, 1883]
ad-subtitle: WELL LIGHTED, WELL VENTILATED OFFICES FOR RENT IN THE NEW MECHANICS' SAVINGS BANK BUILDING. [1024, 300, 1427, 332]
ad-bank: MECHANICS' SAVINGS BANK, [1122, 414, 1329, 429]
article-school-summary: It will be seen that the amount asked for white schools is four hundred thousand dollars, and for colored schools one hundred and seventy thousand dollars. This shows a disposition to be fair to the children of both races, and is a ringing testimonial to the patriotic spirit inherent in the average Virginian, irrespective of religion or politics. [636, 61, 850, 168]
table-row: Savings deposit 121,323.14 [636, 536, 850, 547]
table-row: Capital stock paid in $31,690.00 [636, 464, 850, 474]
ad-address: 709-711-713 E. Broad St., RICHMOND, VA. [1024, 216, 1427, 230]
table-row: Overdrafts, unsecured $1,198.54 1,198.54 [636, 288, 850, 299]
article-signature: W. L. L. [1181, 1448, 1221, 1460]
pomade-text: "The wonderful East Indian Hair Treatment is the one to use for straightening the hair growing and beautifying it. Have pretty, long and straight hair and stop it from being kinky, splitting and falling out. We can prove it to you. We can do anything for the hair you want done, we are hair specialists with over 15 years' experience. We have customers everywhere. We are sure to get you. We will refund your money. Drop a postal before buying for testimonials. We will be glad to refer you to our list of agents. Price by mail $1.25. Last three months. But you will not regret it. Agent paid salary. Wanted everywhere. [636, 819, 850, 1007]
article-guardian: The issue of the Boston (Mass.) Guardian of the 14th instant contains a full report of the able orations of Hon. Albert E. Pillsbury and Rev. Reverdy C. Ransom upon the occasion of the Sumner Centenary Celebration of the New England Suffrage League. The addresses will richly repay a perusal. There were other enthusiastic speeches, which aroused enthusiasm, but those referred to possess special interest on account of the character and prominence of the men delivering them. We presume that Editor William Monroe Trotter was in his glory for agitation is his forte and sharp sayings his most convenient weapon. [20, 1014, 234, 1203]
table-row: Paper currency 1,504.00 [636, 373, 850, 384]
table-row: Gold coin 200.00 [636, 409, 850, 420]
communications-note: All communications intended for publication should be sent so as to reach us by Wednesday. [20, 216, 234, 238]
eye-caption: To See Or Not to See Is the Question. [656, 1151, 831, 1163]
budget-table [467, 2006, 629, 2091]
table-row: For two inches, six months 9.00 [20, 389, 234, 400]
table-row: One Copy, four months .60 [20, 297, 234, 307]
ad-address: NO. 9 EAST DUVAL STREET. [1129, 1075, 1323, 1091]
article-come-back: The Grand Fountain, United Order of True Reformers, has been called to meet, and now let us stop this recrimination business, saying that any one took this or that he took the other, or that anybody else did wrong. The facts will speak for themselves, and if anybody around there has done wrong and deserves punishment the public will know it. There have been sinister whisperings, talk about suing the officers and turning over their private property to the Order. All of this should cease lest some injustice be done. A hearing of all parties to the controversy will be had and then it will be time enough "to speak out in the meeting." For the present, let all keep silence and await developments. We hope that the members of the Order will not desert at this time. Let the Fountains maintain their organizations until the matter is finally adjusted. This is the only proper course to pursue until it is definitely ascertained that the Order cannot "come back." There has been some severe criticism of what we have said upon this all important topic, but this matters little. We are here to represent the people in a journalistic way, and we are doing it. Thousands of dollars of our people's property are involved, and we would be recreant to our trust not to take some interest in a subject which so vitally affects the financial welfare of the race. We are here, though, to build up and not to pull down to encourage and not to discourage, to tell the truth and not to foster falsehood, and we shall carry out this policy regardless of those who may have "private axes to grind." We hope to see the Order get on its feet again. This is brought about by a loyal pride and would be emphasized and accelerated by any one who has crossed the American continent and been asked from time to time "What about the True Reformers?" In addition to this, we are receiving letters making similar inquiries and statements are being openly made that this journal is the only one through which information can be obtained. The organ of the True Reformers cannot properly discuss much which can appear with propriety in these columns. We have decided to quit asking, "Can the True Reformers Come Back" as soon as the report of the receivers is made and the facts ascertained and there is a possibility of so doing, we stand ready to "put our shoulder to the wheel" and help them to "come back." [243, 499, 457, 1203]
column-4 [636, 36, 850, 1883]
